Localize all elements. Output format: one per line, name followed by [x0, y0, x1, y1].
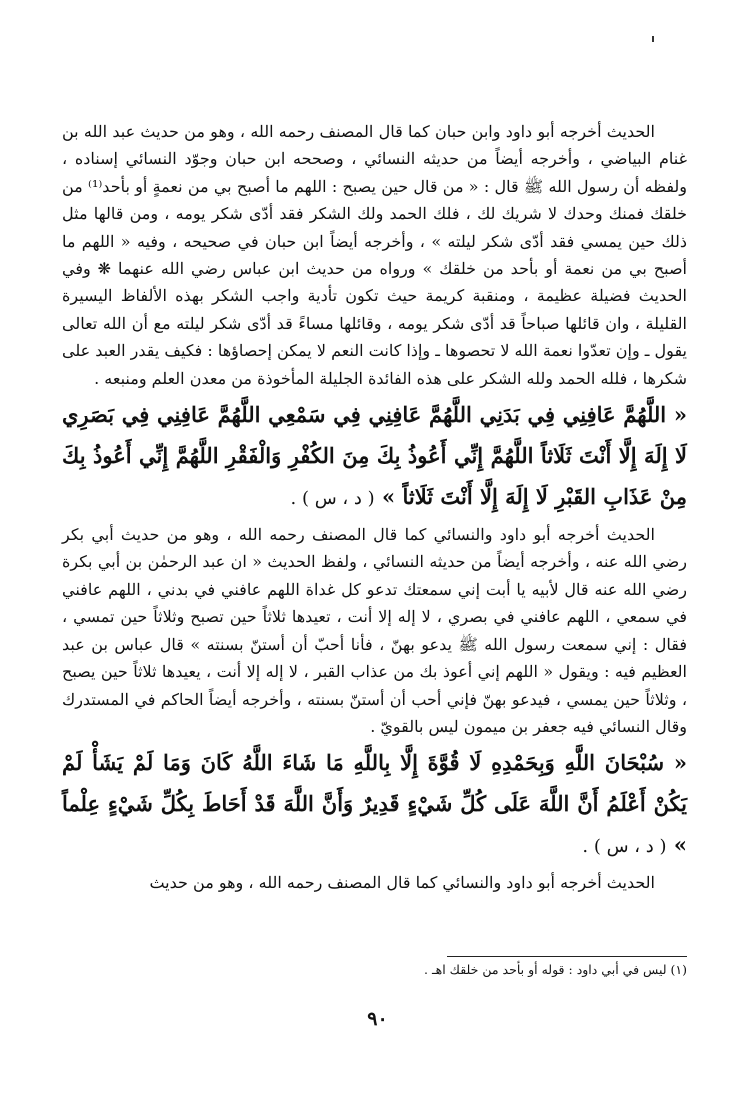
page-number: ٩٠: [367, 1008, 388, 1030]
hadith-2-reference: ( د ، س ) .: [582, 836, 667, 858]
corner-mark: [652, 36, 654, 42]
hadith-1-reference: ( د ، س ) .: [290, 488, 375, 510]
footnote-divider: [447, 956, 687, 957]
commentary-paragraph-1: الحديث أخرجه أبو داود وابن حبان كما قال المصنف رحمه الله ، وهو من حديث عبد الله بن غنام البياضي ، وأخرجه أيضاً من حديثه النسائي ، وصححه ابن حبان وجوّد النسائي إسناده ، ولفظه أن رسول الله ﷺ قال : « من قال حين يصبح : اللهم ما أصبح بي من نعمةٍ أو بأحد⁽¹⁾ من خلقك فمنك وحدك لا شريك لك ، فلك الحمد ولك الشكر فقد أدّى شكر يومه ، ومن قالها مثل ذلك حين يمسي فقد أدّى شكر ليلته » ، وأخرجه أيضاً ابن حبان في صحيحه ، وفيه « اللهم ما أصبح بي من نعمة أو بأحد من خلقك » ورواه من حديث ابن عباس رضي الله عنهما ❋ وفي الحديث فضيلة عظيمة ، ومنقبة كريمة حيث تكون تأدية واجب الشكر بهذه الألفاظ اليسيرة القليلة ، وان قائلها صباحاً قد أدّى شكر يومه ، وقائلها مساءً قد أدّى شكر ليلته مع أن الله تعالى يقول ـ وإن تعدّوا نعمة الله لا تحصوها ـ وإذا كانت النعم لا يمكن إحصاؤها : فكيف يقدر العبد على شكرها ، فلله الحمد ولله الشكر على هذه الفائدة الجليلة المأخوذة من معدن العلم ومنبعه .: [62, 122, 688, 388]
commentary-paragraph-2: الحديث أخرجه أبو داود والنسائي كما قال المصنف رحمه الله ، وهو من حديث أبي بكر رضي الله عنه ، وأخرجه أيضاً من حديثه النسائي ، ولفظ الحديث « ان عبد الرحمٰن بن أبي بكرة رضي الله عنه قال لأبيه يا أبت إني سمعتك تدعو كل غداة اللهم عافني في بدني ، اللهم عافني في سمعي ، اللهم عافني في بصري ، لا إله إلا أنت ، تعيدها ثلاثاً حين تصبح وثلاثاً حين تمسي ، فقال : إني سمعت رسول الله ﷺ يدعو بهنّ ، فأنا أحبّ أن أستنّ بسنته » قال عباس بن عبد العظيم فيه : ويقول « اللهم إني أعوذ بك من عذاب القبر ، لا إله إلا أنت ، يعيدها ثلاثاً حين يصبح ، وثلاثاً حين يمسي ، فيدعو بهنّ فإني أحب أن أستنّ بسنته ، وأخرجه أيضاً الحاكم في المستدرك وقال النسائي فيه جعفر بن ميمون ليس بالقويّ .: [62, 525, 687, 736]
page-body: [62, 118, 688, 977]
hadith-1-body: « اللَّهُمَّ عَافِنِي فِي بَدَنِي اللَّهُمَّ عَافِنِي فِي سَمْعِي اللَّهُمَّ عَافِنِي فِي بَصَرِي لَا إِلَهَ إِلَّا أَنْتَ ثَلَاثاً اللَّهُمَّ إِنِّي أَعُوذُ بِكَ مِنَ الكُفْرِ وَالْفَقْرِ اللَّهُمَّ إِنِّي أَعُوذُ بِكَ مِنْ عَذَابِ القَبْرِ لَا إِلَهَ إِلَّا أَنْتَ ثَلَاثاً »: [62, 402, 687, 510]
footnote: (١) ليس في أبي داود : قوله أو بأحد من خلقك اهـ .: [424, 962, 687, 977]
hadith-2-body: « سُبْحَانَ اللَّهِ وَبِحَمْدِهِ لَا قُوَّةَ إِلَّا بِاللَّهِ مَا شَاءَ اللَّهُ كَانَ وَمَا لَمْ يَشَأْ لَمْ يَكُنْ أَعْلَمُ أَنَّ اللَّهَ عَلَى كُلِّ شَيْءٍ قَدِيرٌ وَأَنَّ اللَّهَ قَدْ أَحَاطَ بِكُلِّ شَيْءٍ عِلْماً »: [62, 750, 687, 858]
hadith-text-1: [62, 394, 687, 519]
hadith-text-2: [62, 742, 687, 867]
commentary-paragraph-3: الحديث أخرجه أبو داود والنسائي كما قال المصنف رحمه الله ، وهو من حديث: [149, 873, 655, 893]
